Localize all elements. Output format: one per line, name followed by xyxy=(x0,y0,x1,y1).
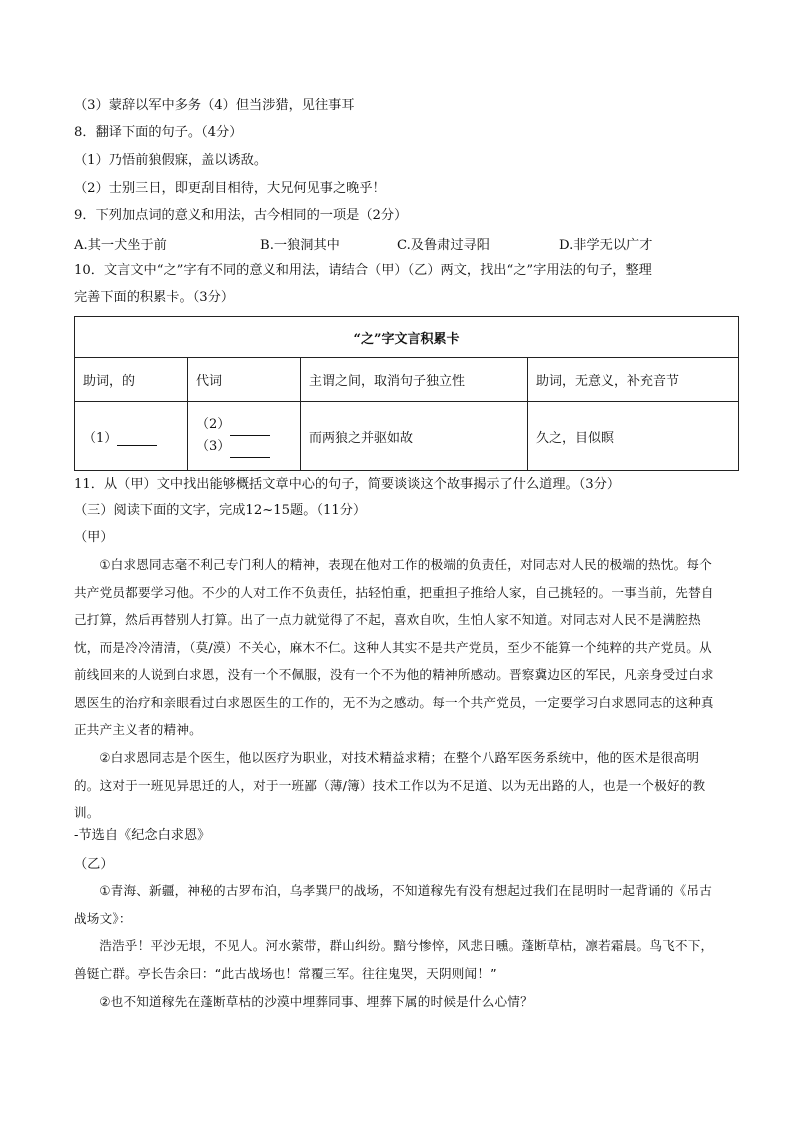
passage-jia-paragraph-1: ①白求恩同志毫不利己专门利人的精神，表现在他对工作的极端的负责任，对同志对人民的极端的热忱。每个共产党员都要学习他。不少的人对工作不负责任，拈轻怕重，把重担子推给人家，自己挑轻的。一事当前，先替自己打算，然后再替别人打算。出了一点力就觉得了不起，喜欢自吹，生怕人家不知道。对同志对人民不是满腔热忱，而是冷冷清清，（莫/漠）不关心，麻木不仁。这种人其实不是共产党员，至少不能算一个纯粹的共产党员。从前线回来的人说到白求恩，没有一个不佩服，没有一个不为他的精神所感动。晋察冀边区的军民，凡亲身受过白求恩医生的治疗和亲眼看过白求恩医生的工作的，无不为之感动。每一个共产党员，一定要学习白求恩同志的这种真正共产主义者的精神。 xyxy=(74,557,714,737)
passage-jia-paragraph-2: ②白求恩同志是个医生，他以医疗为职业，对技术精益求精；在整个八路军医务系统中，他的医术是很高明的。这对于一班见异思迁的人，对于一班鄙（薄/簿）技术工作以为不足道、以为无出路的人，也是一个极好的教训。 xyxy=(74,750,706,820)
question-8-item-2: （2）士别三日，即更刮目相待，大兄何见事之晚乎！ xyxy=(74,181,386,196)
question-10-line-1: 10．文言文中“之”字有不同的意义和用法，请结合（甲）（乙）两文，找出“之”字用法的句子，整理 xyxy=(74,263,652,278)
passage-yi-paragraph-1: ①青海、新疆，神秘的古罗布泊，乌孝巽尸的战场，不知道稼先有没有想起过我们在昆明时一起背诵的《吊古战场文》： xyxy=(74,883,712,926)
card-example-3: 而两狼之并驱如故 xyxy=(301,402,528,471)
q9-option-d: D.非学无以广才 xyxy=(559,238,653,253)
blank-2-label: （2） xyxy=(196,417,231,432)
passage-jia-label: （甲） xyxy=(74,530,114,545)
question-8-item-1: （1）乃悟前狼假寐，盖以诱敌。 xyxy=(74,153,268,168)
card-title: “之”字文言积累卡 xyxy=(75,317,739,358)
blank-1-line[interactable] xyxy=(117,431,157,446)
section-3-heading: （三）阅读下面的文字，完成12~15题。（11分） xyxy=(74,503,367,518)
q9-option-c: C.及鲁肃过寻阳 xyxy=(397,238,490,253)
card-cell-blank-1 xyxy=(75,402,188,471)
question-10-line-2: 完善下面的积累卡。（3分） xyxy=(74,290,235,305)
q7-tail-line: （3）蒙辞以军中多务（4）但当涉猎，见往事耳 xyxy=(74,98,355,113)
q9-option-a: A.其一犬坐于前 xyxy=(74,238,167,253)
passage-jia-source: -节选自《纪念白求恩》 xyxy=(74,828,211,843)
card-header-4: 助词，无意义，补充音节 xyxy=(528,358,739,402)
passage-yi-label: （乙） xyxy=(74,857,114,872)
card-header-1: 助词，的 xyxy=(75,358,188,402)
passage-yi-poem: 浩浩乎！平沙无垠，不见人。河水萦带，群山纠纷。黯兮惨悴，风悲日曛。蓬断草枯，凛若霜晨。鸟飞不下，兽铤亡群。亭长告余曰：“此古战场也！常覆三军。往往鬼哭，天阴则闻！” xyxy=(74,938,714,981)
question-11: 11．从（甲）文中找出能够概括文章中心的句子，简要谈谈这个故事揭示了什么道理。（3分） xyxy=(74,477,621,492)
zhi-accumulation-card xyxy=(74,316,739,471)
question-8: 8．翻译下面的句子。（4分） xyxy=(74,125,243,140)
blank-3-line[interactable] xyxy=(230,443,270,458)
question-9: 9．下列加点词的意义和用法，古今相同的一项是（2分） xyxy=(74,208,408,223)
blank-3-label: （3） xyxy=(196,439,231,454)
blank-1-label: （1） xyxy=(83,430,118,446)
card-cell-blank-2-3 xyxy=(188,402,301,471)
passage-yi-paragraph-2: ②也不知道稼先在蓬断草枯的沙漠中埋葬同事、埋葬下属的时候是什么心情？ xyxy=(99,994,533,1009)
card-header-2: 代词 xyxy=(188,358,301,402)
q9-option-b: B.一狼洞其中 xyxy=(260,238,340,253)
card-header-3: 主谓之间，取消句子独立性 xyxy=(301,358,528,402)
card-example-4: 久之，目似瞑 xyxy=(528,402,739,471)
blank-2-line[interactable] xyxy=(230,421,270,436)
